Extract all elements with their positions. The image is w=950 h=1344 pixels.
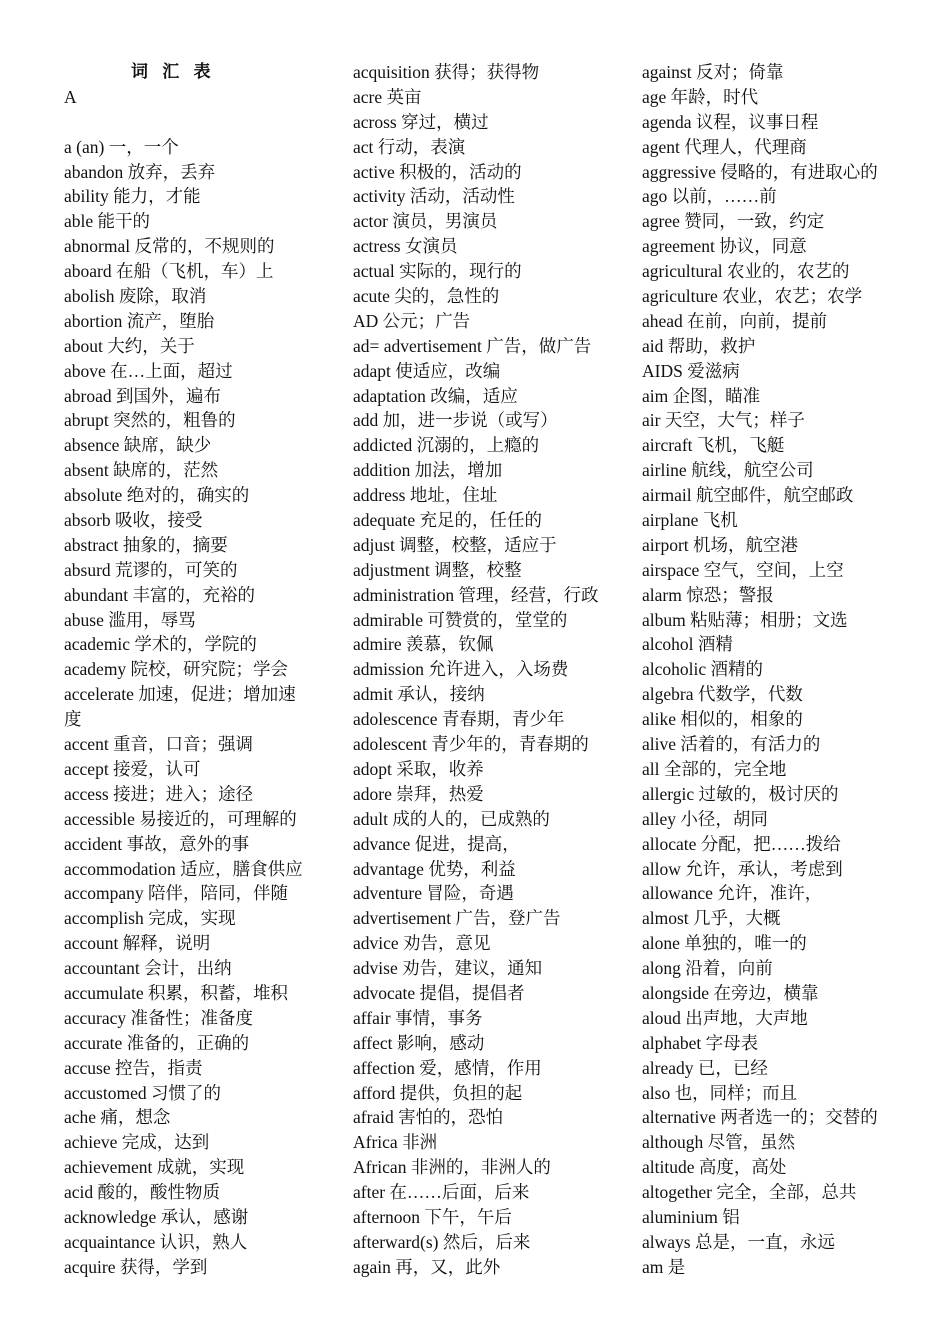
- vocab-entry: access 接进；进入；途径: [64, 783, 254, 804]
- vocab-entry: ago 以前，……前: [642, 186, 777, 207]
- vocab-entry: addition 加法，增加: [353, 460, 503, 481]
- vocab-entry: always 总是，一直，永远: [642, 1231, 835, 1252]
- vocab-entry: alcoholic 酒精的: [642, 659, 764, 680]
- vocab-entry: African 非洲的，非洲人的: [353, 1157, 551, 1178]
- vocab-entry: aid 帮助，救护: [642, 335, 756, 356]
- vocab-entry: AD 公元；广告: [353, 310, 471, 331]
- vocab-entry: altitude 高度，高处: [642, 1157, 787, 1178]
- vocab-entry: airline 航线，航空公司: [642, 460, 814, 481]
- vocab-entry: agreement 协议，同意: [642, 236, 807, 257]
- vocab-entry: alongside 在旁边，横靠: [642, 982, 819, 1003]
- vocab-entry: again 再，又，此外: [353, 1256, 501, 1277]
- vocab-entry: admirable 可赞赏的，堂堂的: [353, 609, 568, 630]
- vocab-entry: activity 活动，活动性: [353, 186, 515, 207]
- vocab-entry: active 积极的，活动的: [353, 161, 522, 182]
- vocab-entry: abnormal 反常的，不规则的: [64, 236, 275, 257]
- vocab-entry: acquire 获得，学到: [64, 1256, 208, 1277]
- vocab-entry: able 能干的: [64, 211, 151, 232]
- vocab-entry: addicted 沉溺的，上瘾的: [353, 435, 540, 456]
- vocab-entry: although 尽管，虽然: [642, 1132, 796, 1153]
- vocab-entry: airplane 飞机: [642, 510, 738, 531]
- vocab-entry: afford 提供，负担的起: [353, 1082, 523, 1103]
- vocab-entry: act 行动，表演: [353, 136, 466, 157]
- vocab-entry: agriculture 农业，农艺；农学: [642, 286, 863, 307]
- vocab-entry: abroad 到国外，遍布: [64, 385, 221, 406]
- vocab-entry: aboard 在船（飞机，车）上: [64, 261, 274, 282]
- vocab-entry: am 是: [642, 1256, 686, 1277]
- vocab-entry: aim 企图，瞄准: [642, 385, 761, 406]
- vocab-entry: advise 劝告，建议，通知: [353, 958, 543, 979]
- vocab-entry: achieve 完成，达到: [64, 1132, 210, 1153]
- vocab-entry: across 穿过，横过: [353, 111, 489, 132]
- vocab-entry: actress 女演员: [353, 236, 458, 257]
- vocab-entry: adequate 充足的，任任的: [353, 510, 543, 531]
- vocab-entry: alphabet 字母表: [642, 1032, 759, 1053]
- entry-list-2: [353, 60, 633, 1280]
- vocab-entry: absorb 吸收，接受: [64, 510, 203, 531]
- vocab-entry: 度: [64, 709, 82, 730]
- vocab-entry: accessible 易接近的，可理解的: [64, 808, 297, 829]
- vocab-entry: acquisition 获得；获得物: [353, 62, 540, 82]
- vocab-entry: above 在…上面，超过: [64, 360, 233, 381]
- vocab-entry: ad= advertisement 广告，做广告: [353, 335, 592, 356]
- vocab-entry: algebra 代数学，代数: [642, 684, 803, 705]
- vocab-entry: accident 事故，意外的事: [64, 833, 250, 854]
- vocab-entry: adopt 采取，收养: [353, 758, 484, 779]
- vocab-entry: address 地址，住址: [353, 485, 498, 506]
- vocab-entry: achievement 成就，实现: [64, 1157, 245, 1178]
- vocab-entry: Africa 非洲: [353, 1132, 438, 1153]
- vocab-entry: a (an) 一，一个: [64, 136, 179, 157]
- vocab-entry: accustomed 习惯了的: [64, 1082, 221, 1103]
- vocab-entry: accelerate 加速，促进；增加速: [64, 684, 296, 705]
- vocab-entry: ahead 在前，向前，提前: [642, 310, 828, 331]
- vocab-entry: allocate 分配，把……拨给: [642, 833, 841, 854]
- vocab-entry: alone 单独的，唯一的: [642, 933, 807, 954]
- vocab-entry: affair 事情，事务: [353, 1007, 483, 1028]
- vocab-entry: adventure 冒险，奇遇: [353, 883, 514, 904]
- page-title: 词 汇 表: [131, 62, 216, 81]
- vocab-entry: actor 演员，男演员: [353, 211, 498, 232]
- vocab-entry: adore 崇拜，热爱: [353, 783, 484, 804]
- vocab-entry: alarm 惊恐；警报: [642, 584, 774, 605]
- column-1: [64, 60, 344, 1280]
- vocab-entry: age 年龄，时代: [642, 86, 759, 107]
- vocab-entry: alive 活着的，有活力的: [642, 734, 821, 755]
- vocab-entry: also 也，同样；而且: [642, 1082, 798, 1103]
- vocab-entry: adaptation 改编，适应: [353, 385, 518, 406]
- vocab-entry: acid 酸的，酸性物质: [64, 1182, 221, 1203]
- vocab-entry: absent 缺席的，茫然: [64, 460, 219, 481]
- vocab-entry: accountant 会计，出纳: [64, 958, 232, 979]
- vocab-entry: ability 能力，才能: [64, 186, 201, 207]
- vocab-entry: admire 羡慕，钦佩: [353, 634, 494, 655]
- vocab-entry: advance 促进，提高，: [353, 833, 520, 854]
- vocab-entry: accurate 准备的，正确的: [64, 1032, 250, 1053]
- vocab-entry: advantage 优势，利益: [353, 858, 516, 879]
- entry-list-3: [642, 60, 932, 1280]
- vocab-entry: acute 尖的，急性的: [353, 286, 500, 307]
- vocab-entry: along 沿着，向前: [642, 958, 773, 979]
- vocab-entry: afterward(s) 然后，后来: [353, 1231, 531, 1252]
- spacer: [64, 110, 344, 135]
- vocab-entry: airspace 空气，空间，上空: [642, 559, 844, 580]
- vocab-entry: accent 重音，口音；强调: [64, 734, 254, 755]
- vocab-entry: adolescent 青少年的，青春期的: [353, 734, 589, 755]
- vocab-entry: about 大约，关于: [64, 335, 195, 356]
- vocab-entry: abortion 流产，堕胎: [64, 310, 215, 331]
- vocab-entry: air 天空，大气；样子: [642, 410, 805, 431]
- vocab-entry: ache 痛，想念: [64, 1107, 171, 1128]
- vocab-entry: advice 劝告，意见: [353, 933, 491, 954]
- vocab-entry: add 加，进一步说（或写）: [353, 410, 558, 431]
- vocab-entry: already 已，已经: [642, 1057, 768, 1078]
- vocab-entry: accommodation 适应，膳食供应: [64, 858, 303, 879]
- vocab-entry: agricultural 农业的，农艺的: [642, 261, 850, 282]
- vocab-entry: allowance 允许，准许，: [642, 883, 823, 904]
- vocab-entry: after 在……后面，后来: [353, 1182, 530, 1203]
- vocab-entry: adjustment 调整，校整: [353, 559, 522, 580]
- vocab-entry: acre 英亩: [353, 86, 422, 107]
- vocab-entry: adapt 使适应，改编: [353, 360, 501, 381]
- vocab-entry: adolescence 青春期，青少年: [353, 709, 565, 730]
- vocab-entry: alley 小径，胡同: [642, 808, 768, 829]
- vocab-entry: advocate 提倡，提倡者: [353, 982, 525, 1003]
- vocab-entry: AIDS 爱滋病: [642, 360, 740, 381]
- vocab-entry: abolish 废除，取消: [64, 286, 207, 307]
- vocab-entry: aluminium 铝: [642, 1206, 740, 1227]
- vocab-entry: all 全部的，完全地: [642, 758, 787, 779]
- vocab-entry: almost 几乎，大概: [642, 908, 781, 929]
- vocab-entry: absence 缺席，缺少: [64, 435, 212, 456]
- vocab-entry: aircraft 飞机，飞艇: [642, 435, 785, 456]
- vocab-entry: actual 实际的，现行的: [353, 261, 522, 282]
- vocab-entry: altogether 完全，全部，总共: [642, 1182, 857, 1203]
- vocab-entry: abuse 滥用，辱骂: [64, 609, 196, 630]
- vocab-entry: accumulate 积累，积蓄，堆积: [64, 982, 289, 1003]
- vocab-entry: affection 爱，感情，作用: [353, 1057, 542, 1078]
- vocab-entry: affect 影响，感动: [353, 1032, 485, 1053]
- vocab-entry: agenda 议程，议事日程: [642, 111, 819, 132]
- vocab-entry: adult 成的人的，已成熟的: [353, 808, 550, 829]
- vocab-entry: agent 代理人，代理商: [642, 136, 807, 157]
- vocab-entry: admission 允许进入，入场费: [353, 659, 569, 680]
- vocab-entry: accuracy 准备性；准备度: [64, 1007, 254, 1028]
- vocab-entry: accomplish 完成，实现: [64, 908, 236, 929]
- vocab-entry: abundant 丰富的，充裕的: [64, 584, 256, 605]
- vocab-entry: agree 赞同，一致，约定: [642, 211, 825, 232]
- vocab-entry: academy 院校，研究院；学会: [64, 659, 289, 680]
- vocab-entry: absolute 绝对的，确实的: [64, 485, 250, 506]
- vocab-entry: alcohol 酒精: [642, 634, 733, 655]
- vocab-entry: acquaintance 认识，熟人: [64, 1231, 248, 1252]
- vocab-entry: accuse 控告，指责: [64, 1057, 203, 1078]
- section-letter: A: [64, 86, 77, 107]
- vocab-entry: administration 管理，经营，行政: [353, 584, 599, 605]
- entry-list-1: [64, 135, 344, 1280]
- vocab-entry: alternative 两者选一的；交替的: [642, 1107, 878, 1128]
- vocab-entry: afraid 害怕的，恐怕: [353, 1107, 504, 1128]
- vocab-entry: allergic 过敏的，极讨厌的: [642, 783, 839, 804]
- vocab-entry: absurd 荒谬的，可笑的: [64, 559, 238, 580]
- vocab-entry: account 解释，说明: [64, 933, 211, 954]
- column-2: [353, 60, 633, 1280]
- vocab-entry: accept 接爱，认可: [64, 758, 201, 779]
- vocab-entry: against 反对；倚靠: [642, 62, 784, 82]
- vocab-entry: advertisement 广告，登广告: [353, 908, 561, 929]
- vocab-entry: afternoon 下午，午后: [353, 1206, 512, 1227]
- vocab-entry: abandon 放弃，丢弃: [64, 161, 216, 182]
- vocab-entry: airmail 航空邮件，航空邮政: [642, 485, 854, 506]
- vocab-entry: accompany 陪伴，陪同，伴随: [64, 883, 289, 904]
- vocab-entry: abrupt 突然的，粗鲁的: [64, 410, 236, 431]
- vocab-entry: admit 承认，接纳: [353, 684, 485, 705]
- vocab-entry: aggressive 侵略的，有进取心的: [642, 161, 878, 182]
- vocab-entry: academic 学术的，学院的: [64, 634, 257, 655]
- column-3: [642, 60, 932, 1280]
- vocab-entry: album 粘贴薄；相册；文选: [642, 609, 848, 630]
- vocab-entry: abstract 抽象的，摘要: [64, 534, 228, 555]
- vocab-entry: airport 机场，航空港: [642, 534, 799, 555]
- vocab-entry: allow 允许，承认，考虑到: [642, 858, 843, 879]
- vocab-entry: aloud 出声地，大声地: [642, 1007, 808, 1028]
- vocab-entry: acknowledge 承认，感谢: [64, 1206, 249, 1227]
- vocab-entry: alike 相似的，相象的: [642, 709, 803, 730]
- vocab-entry: adjust 调整，校整，适应于: [353, 534, 557, 555]
